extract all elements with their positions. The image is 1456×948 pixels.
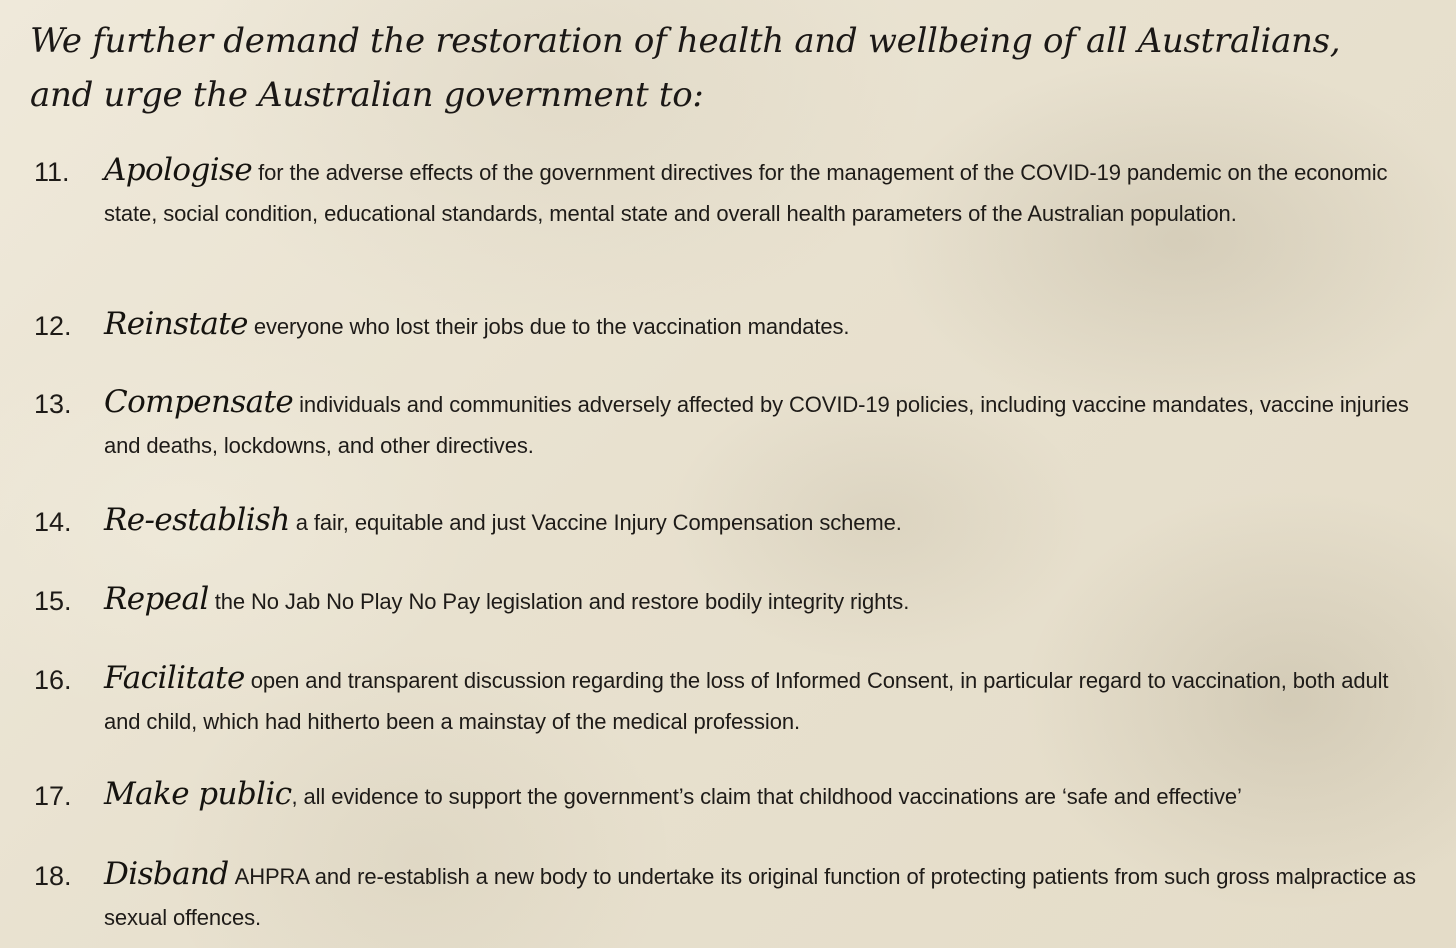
item-body xyxy=(104,382,1429,466)
item-body xyxy=(104,304,1429,347)
item-verb: Reinstate xyxy=(104,306,248,342)
item-text: everyone who lost their jobs due to the vaccination mandates. xyxy=(253,314,850,339)
item-body xyxy=(104,579,1429,622)
item-text: , all evidence to support the government’s claim that childhood vaccinations are ‘safe and effective’ xyxy=(291,784,1242,809)
item-text: individuals and communities adversely affected by COVID-19 policies, including vaccine mandates, vaccine injuries and deaths, lockdowns, and other directives. xyxy=(104,392,1409,458)
item-body xyxy=(104,774,1429,817)
item-verb: Disband xyxy=(104,856,229,892)
item-verb: Re-establish xyxy=(104,502,290,538)
heading-line-1: We further demand the restoration of health and wellbeing of all Australians, xyxy=(30,21,1341,61)
item-verb: Apologise xyxy=(104,152,253,188)
item-text: a fair, equitable and just Vaccine Injury Compensation scheme. xyxy=(295,510,902,535)
item-body xyxy=(104,658,1429,742)
page-heading xyxy=(30,14,1430,122)
item-body xyxy=(104,854,1429,938)
item-text: for the adverse effects of the government directives for the management of the COVID-19 pandemic on the economic state, social condition, educational standards, mental state and overall health parameters of the Australian population. xyxy=(104,160,1388,226)
item-body xyxy=(104,500,1429,543)
item-body xyxy=(104,150,1429,234)
item-verb: Facilitate xyxy=(104,660,245,696)
item-number: 12. xyxy=(34,311,72,341)
heading-line-2: and urge the Australian government to: xyxy=(30,75,704,115)
item-text: open and transparent discussion regarding the loss of Informed Consent, in particular regard to vaccination, both adult and child, which had hitherto been a mainstay of the medical profession. xyxy=(104,668,1389,734)
item-number: 17. xyxy=(34,781,72,811)
item-number: 14. xyxy=(34,507,72,537)
item-number: 16. xyxy=(34,665,72,695)
item-verb: Make public xyxy=(104,776,292,812)
item-verb: Repeal xyxy=(104,581,209,617)
item-number: 11. xyxy=(34,157,70,187)
item-text: the No Jab No Play No Pay legislation and restore bodily integrity rights. xyxy=(214,589,910,614)
item-number: 18. xyxy=(34,861,72,891)
item-number: 15. xyxy=(34,586,72,616)
item-verb: Compensate xyxy=(104,384,294,420)
item-number: 13. xyxy=(34,389,72,419)
item-text: AHPRA and re-establish a new body to undertake its original function of protecting patients from such gross malpractice as sexual offences. xyxy=(104,864,1416,930)
